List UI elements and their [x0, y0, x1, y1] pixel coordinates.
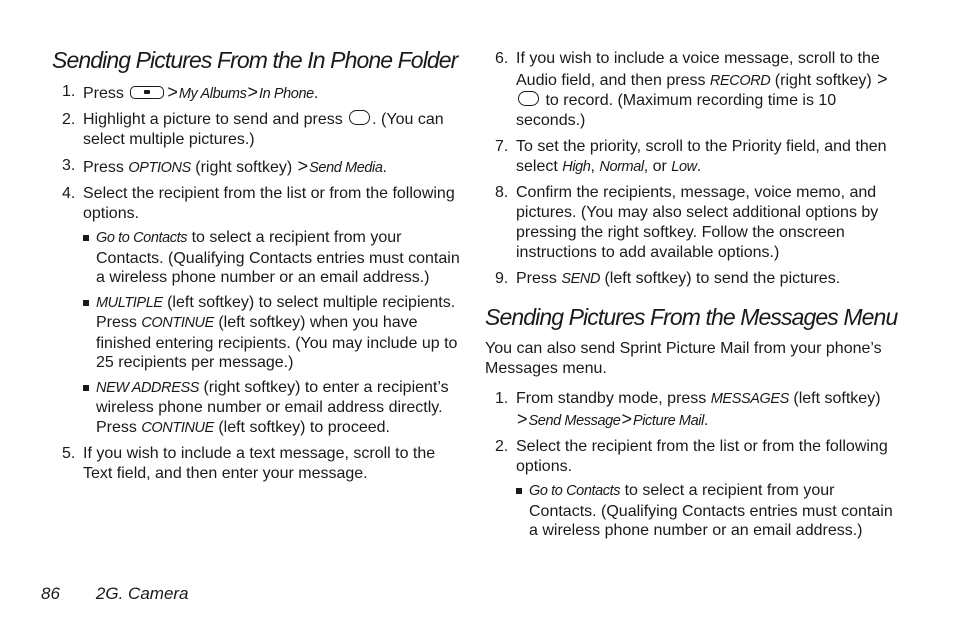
step-item	[52, 184, 462, 438]
step-text: (left softkey)	[788, 390, 881, 407]
step-item	[485, 49, 900, 131]
step-text: , or	[643, 158, 672, 175]
option-text: to select a recipient from your Contacts. (Qualifying Contacts entries must contain a wireless phone number or an email address.)	[96, 229, 460, 286]
step-text: From standby mode, press	[516, 390, 711, 407]
menu-term: Normal	[599, 159, 644, 175]
menu-term: NEW ADDRESS	[96, 379, 200, 396]
step-text: Select the recipient from the list or from the following options.	[83, 185, 455, 222]
option-text: (right softkey) to enter a recipient’s wireless phone number or email address directly. Press	[96, 378, 449, 436]
step-text: .	[696, 158, 702, 175]
menu-term: Send Media	[309, 160, 383, 176]
step-item	[52, 444, 462, 484]
menu-term: CONTINUE	[141, 315, 214, 331]
menu-term: Go to Contacts	[96, 230, 188, 246]
step-text: If you wish to include a text message, scroll to the Text field, and then enter your message.	[83, 445, 436, 482]
step-number: 8.	[495, 184, 509, 201]
step-text: Confirm the recipients, message, voice memo, and pictures. (You may also select additional options by pressing the right softkey. Follow the onscreen instructions to add available options.)	[516, 184, 879, 261]
step-item	[52, 156, 462, 178]
menu-term: CONTINUE	[141, 419, 214, 436]
arrow-glyph: >	[297, 156, 309, 176]
menu-term: In Phone	[258, 86, 314, 102]
arrow-glyph: >	[517, 409, 528, 429]
menu-term: MESSAGES	[710, 391, 789, 407]
step-text: .	[703, 412, 709, 429]
step-number: 6.	[495, 50, 509, 67]
step-text: (left softkey) to send the pictures.	[600, 270, 841, 287]
step-number: 5.	[62, 445, 76, 462]
step-item	[52, 82, 462, 104]
option-text: (left softkey) when you have finished entering recipients. (You may include up to 25 recipients per message.)	[96, 314, 458, 371]
step-text: Press	[83, 85, 129, 102]
step-item	[52, 110, 462, 150]
ok-key-icon	[349, 110, 370, 125]
step-number: 3.	[62, 157, 76, 174]
step-text: .	[313, 85, 319, 102]
right-column	[485, 49, 900, 547]
step-text: To set the priority, scroll to the Priority field, and then select	[516, 138, 887, 175]
step-text: to record. (Maximum recording time is 10 seconds.)	[516, 92, 837, 129]
option-text: to select a recipient from your Contacts. (Qualifying Contacts entries must contain a wireless phone number or an email address.)	[529, 482, 893, 539]
step-item	[485, 437, 900, 541]
step-text: .	[382, 159, 387, 176]
section-heading-messages-menu: Sending Pictures From the Messages Menu	[485, 304, 898, 330]
steps-list-right-a	[485, 49, 900, 289]
step-text: . (You can select multiple pictures.)	[83, 111, 444, 148]
step-number: 2.	[62, 111, 76, 128]
option-list	[83, 228, 462, 438]
step-text: Press	[83, 159, 129, 176]
menu-term: My Albums	[178, 86, 247, 102]
menu-term: Go to Contacts	[529, 483, 621, 499]
menu-term: RECORD	[709, 73, 771, 89]
option-item	[83, 378, 462, 439]
step-number: 4.	[62, 185, 76, 202]
step-number: 1.	[495, 390, 509, 407]
arrow-glyph: >	[167, 82, 178, 102]
steps-list-left	[52, 82, 462, 484]
option-item	[516, 481, 900, 541]
step-item	[485, 269, 900, 289]
step-number: 2.	[495, 438, 509, 455]
step-item	[485, 389, 900, 431]
step-text: Highlight a picture to send and press	[83, 111, 348, 128]
menu-term: Send Message	[528, 413, 621, 429]
page-number: 86	[41, 584, 60, 603]
menu-term: MULTIPLE	[96, 294, 163, 311]
step-text: Press	[516, 270, 562, 287]
step-text: Select the recipient from the list or from the following options.	[516, 438, 888, 475]
page-footer	[41, 584, 189, 604]
menu-term: OPTIONS	[128, 160, 191, 176]
steps-list-right-b	[485, 389, 900, 541]
camera-key-icon	[130, 86, 164, 99]
option-list	[516, 481, 900, 541]
arrow-glyph: >	[247, 82, 258, 102]
step-text: (right softkey)	[190, 159, 297, 176]
step-text: (right softkey)	[770, 72, 877, 89]
step-item	[485, 137, 900, 177]
section-name: 2G. Camera	[95, 584, 189, 603]
option-item	[83, 293, 462, 373]
left-column	[52, 46, 462, 490]
step-item	[485, 183, 900, 263]
arrow-glyph: >	[621, 409, 632, 429]
step-number: 1.	[62, 83, 76, 100]
section-heading-in-phone: Sending Pictures From the In Phone Folder	[52, 47, 458, 73]
menu-term: Picture Mail	[632, 413, 704, 429]
step-number: 9.	[495, 270, 509, 287]
step-text: If you wish to include a voice message, scroll to the Audio field, and then press	[516, 50, 880, 89]
menu-term: High	[562, 159, 591, 175]
option-text: (left softkey) to proceed.	[213, 418, 390, 436]
arrow-glyph: >	[877, 69, 888, 89]
option-text: (left softkey) to select multiple recipients. Press	[96, 293, 456, 331]
step-text: ,	[590, 158, 600, 175]
step-number: 7.	[495, 138, 509, 155]
section-intro: You can also send Sprint Picture Mail from your phone’s Messages menu.	[485, 340, 882, 377]
ok-key-icon	[518, 91, 539, 106]
option-item	[83, 228, 462, 288]
menu-term: SEND	[561, 271, 601, 287]
menu-term: Low	[671, 159, 697, 175]
